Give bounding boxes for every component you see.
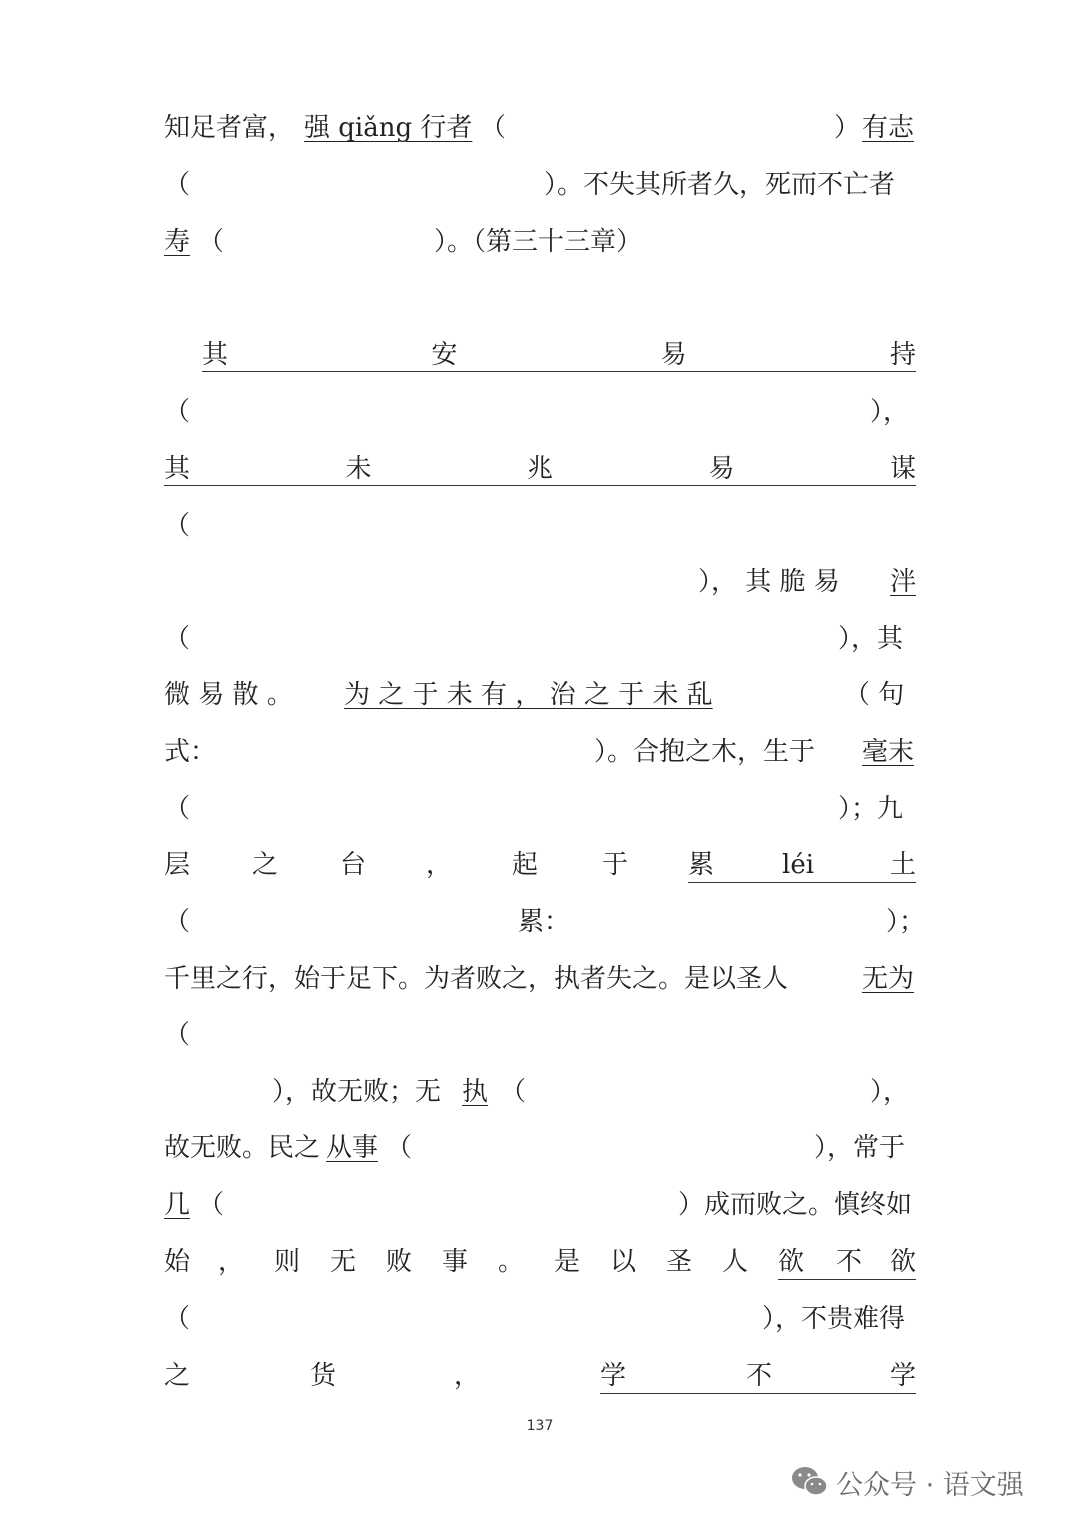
underline <box>778 1279 916 1280</box>
text-segment: （ <box>164 907 191 937</box>
text-segment: （ <box>164 1020 191 1050</box>
text-segment: 货 <box>310 1361 337 1391</box>
underlined-term: 从事 <box>326 1133 379 1163</box>
text-char: 其 <box>164 454 191 484</box>
underline <box>600 1393 916 1394</box>
page-number: 137 <box>526 1418 554 1434</box>
text-segment: 层 <box>164 850 191 880</box>
text-line <box>164 562 916 602</box>
text-segment: 累： <box>518 907 571 937</box>
text-line <box>164 845 916 885</box>
text-segment: 起 <box>512 850 539 880</box>
text-segment: ， <box>218 1247 245 1277</box>
text-line <box>164 959 916 999</box>
text-line <box>164 108 916 148</box>
underlined-term: 无为 <box>862 964 915 994</box>
text-char: 持 <box>889 340 916 370</box>
text-segment: 千里之行，始于足下。为者败之，执者失之。是以圣人 <box>164 964 789 994</box>
text-segment: ， <box>454 1361 481 1391</box>
text-segment: 无 <box>330 1247 357 1277</box>
underlined-term: 寿 <box>164 227 191 257</box>
text-line <box>164 902 926 942</box>
text-segment: 累 <box>688 850 715 880</box>
text-segment: ）， <box>870 397 910 427</box>
text-segment: （ <box>164 511 191 541</box>
text-segment: ）， 其 脆 易 <box>698 567 840 597</box>
text-segment: （ <box>480 113 507 143</box>
text-segment: （ <box>198 1190 225 1220</box>
text-segment: （ <box>500 1077 527 1107</box>
text-char: 易 <box>708 454 735 484</box>
text-segment: ， <box>426 850 453 880</box>
text-char: 易 <box>660 340 687 370</box>
text-segment: （ <box>386 1133 413 1163</box>
text-segment: ），其 <box>838 624 904 654</box>
text-char: 其 <box>202 340 229 370</box>
text-segment: ）成而败之。慎终如 <box>678 1190 913 1220</box>
text-line <box>164 1185 916 1225</box>
text-segment: 不 <box>836 1247 863 1277</box>
text-char: 安 <box>431 340 458 370</box>
underlined-term: 为 之 于 未 有 ， 治 之 于 未 乱 <box>344 680 713 710</box>
text-segment: ）。（第三十三章） <box>434 227 643 257</box>
text-segment: 故无败。民之 <box>164 1133 321 1163</box>
text-line <box>164 1299 916 1339</box>
text-line <box>164 165 916 205</box>
watermark-text: 公众号 · 语文强 <box>836 1469 1024 1501</box>
text-line <box>164 1072 916 1112</box>
text-segment: （ 句 <box>844 680 905 710</box>
text-segment: ）。合抱之木，生于 <box>594 737 816 767</box>
text-char: 兆 <box>526 454 553 484</box>
text-line <box>164 506 916 546</box>
text-segment: 土 <box>890 850 917 880</box>
underlined-term: 强 qiǎng 行者 <box>304 113 473 143</box>
text-segment: léi <box>782 850 815 880</box>
text-line <box>164 392 916 432</box>
text-segment: 于 <box>602 850 629 880</box>
text-segment: 欲 <box>778 1247 805 1277</box>
text-line <box>164 1015 916 1055</box>
underlined-term: 泮 <box>890 567 917 597</box>
text-segment: ）； <box>886 907 926 937</box>
text-segment: ）；九 <box>838 794 904 824</box>
text-segment: 是 <box>554 1247 581 1277</box>
text-line <box>164 732 916 772</box>
text-line <box>164 1242 916 1282</box>
text-line <box>164 1128 916 1168</box>
text-segment: ），故无败；无 <box>272 1077 442 1107</box>
text-segment: （ <box>164 794 191 824</box>
text-segment: 事 <box>442 1247 469 1277</box>
text-line <box>164 1356 916 1396</box>
text-line <box>164 449 916 486</box>
text-line <box>164 675 916 715</box>
text-segment: 则 <box>274 1247 301 1277</box>
text-segment: 。 <box>498 1247 525 1277</box>
text-segment: 之 <box>164 1361 191 1391</box>
watermark <box>790 1462 1024 1502</box>
text-segment: 学 <box>600 1361 627 1391</box>
text-segment: 人 <box>722 1247 749 1277</box>
text-line <box>202 335 916 372</box>
underlined-term: 有志 <box>862 113 915 143</box>
text-char: 谋 <box>889 454 916 484</box>
text-segment: ）。不失其所者久，死而不亡者 <box>544 170 896 200</box>
text-segment: 不 <box>746 1361 773 1391</box>
text-char: 未 <box>345 454 372 484</box>
text-segment: 始 <box>164 1247 191 1277</box>
text-segment: 式： <box>164 737 217 767</box>
text-segment: ） <box>834 113 861 143</box>
underlined-term: 毫末 <box>862 737 915 767</box>
underlined-term: 几 <box>164 1190 191 1220</box>
text-segment: ），不贵难得 <box>762 1304 906 1334</box>
text-segment: （ <box>164 624 191 654</box>
text-segment: 圣 <box>666 1247 693 1277</box>
text-segment: ），常于 <box>814 1133 906 1163</box>
text-segment: （ <box>164 170 191 200</box>
underlined-term: 执 <box>462 1077 489 1107</box>
text-segment: （ <box>198 227 225 257</box>
text-line <box>164 789 916 829</box>
text-segment: 微 易 散 。 <box>164 680 293 710</box>
text-segment: 学 <box>890 1361 917 1391</box>
text-segment: 知足者富， <box>164 113 295 143</box>
text-segment: 之 <box>252 850 279 880</box>
underline <box>688 882 916 883</box>
text-segment: 欲 <box>890 1247 917 1277</box>
text-segment: ）， <box>870 1077 910 1107</box>
text-segment: 台 <box>340 850 367 880</box>
text-line <box>164 222 916 262</box>
text-segment: 以 <box>610 1247 637 1277</box>
wechat-icon <box>790 1464 830 1500</box>
text-segment: （ <box>164 1304 191 1334</box>
text-segment: （ <box>164 397 191 427</box>
text-line <box>164 619 916 659</box>
text-segment: 败 <box>386 1247 413 1277</box>
